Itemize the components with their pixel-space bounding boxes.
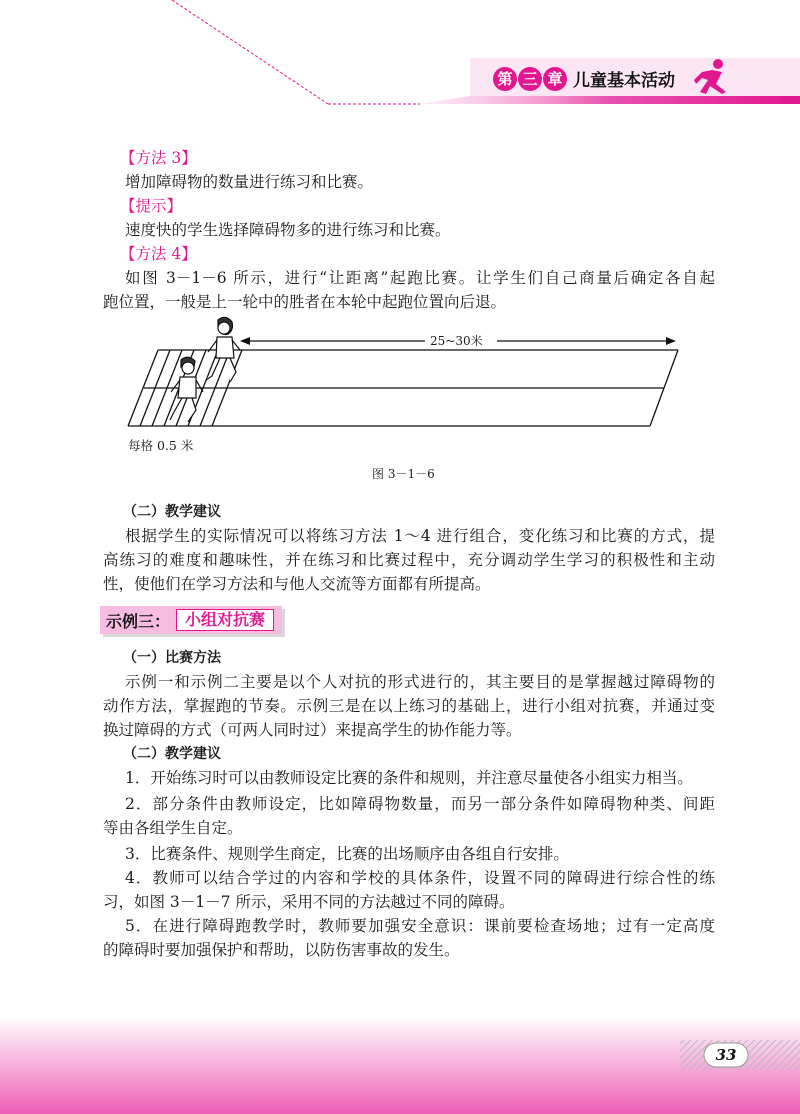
- tip-text: 速度快的学生选择障碍物多的进行练习和比赛。: [125, 221, 451, 239]
- method4-line2: 跑位置，一般是上一轮中的胜者在本轮中起跑位置向后退。: [103, 293, 507, 311]
- ts2-item2-line1: 2．部分条件由教师设定，比如障碍物数量，而另一部分条件如障碍物种类、间距: [125, 795, 715, 813]
- chapter-title: 儿童基本活动: [573, 71, 675, 91]
- distance-label: 25~30米: [430, 334, 483, 348]
- ts2-item3: 3．比赛条件、规则学生商定，比赛的出场顺序由各组自行安排。: [125, 845, 569, 863]
- teaching-suggestion-2-heading: （二）教学建议: [123, 746, 221, 762]
- chapter-char-1: 第: [493, 67, 517, 91]
- tip-label: 【提示】: [120, 197, 183, 215]
- example3-banner: [100, 606, 282, 634]
- ts2-item4-line2: 习，如图 3－1－7 所示，采用不同的方法越过不同的障碍。: [103, 893, 515, 911]
- chapter-char-2: 三: [518, 67, 542, 91]
- figure-caption: 图 3－1－6: [372, 467, 435, 481]
- grid-spacing-label: 每格 0.5 米: [128, 438, 194, 453]
- method4-label: 【方法 4】: [120, 245, 197, 263]
- ts2-item2-line2: 等由各组学生自定。: [103, 819, 243, 837]
- ts1-line3: 性，使他们在学习方法和与他人交流等方面都有所提高。: [103, 575, 491, 593]
- page-number: 33: [715, 1046, 737, 1064]
- example3-prefix: 示例三：: [106, 611, 171, 631]
- ts2-item1: 1．开始练习时可以由教师设定比赛的条件和规则，并注意尽量使各小组实力相当。: [125, 769, 693, 787]
- ts1-line1: 根据学生的实际情况可以将练习方法 1～4 进行组合，变化练习和比赛的方式，提: [125, 527, 715, 545]
- method3-label: 【方法 3】: [120, 149, 197, 167]
- ts2-item5-line2: 的障碍时要加强保护和帮助，以防伤害事故的发生。: [103, 941, 460, 959]
- example3-title: 小组对抗赛: [176, 609, 274, 631]
- cm-line1: 示例一和示例二主要是以个人对抗的形式进行的，其主要目的是掌握越过障碍物的: [125, 673, 715, 691]
- chapter-char-3: 章: [543, 67, 567, 91]
- teaching-suggestion-1-heading: （二）教学建议: [123, 504, 221, 520]
- competition-method-heading: （一）比赛方法: [123, 650, 221, 666]
- ts2-item4-line1: 4．教师可以结合学过的内容和学校的具体条件，设置不同的障碍进行综合性的练: [125, 869, 715, 887]
- method4-line1: 如图 3－1－6 所示，进行“让距离”起跑比赛。让学生们自己商量后确定各自起: [125, 269, 715, 287]
- method3-text: 增加障碍物的数量进行练习和比赛。: [125, 173, 374, 191]
- ts2-item5-line1: 5．在进行障碍跑教学时，教师要加强安全意识：课前要检查场地；过有一定高度: [125, 917, 715, 935]
- cm-line3: 换过障碍的方式（可两人同时过）来提高学生的协作能力等。: [103, 721, 522, 739]
- ts1-line2: 高练习的难度和趣味性，并在练习和比赛过程中，充分调动学生学习的积极性和主动: [103, 551, 715, 569]
- running-track-figure: [0, 0, 800, 470]
- cm-line2: 动作方法，掌握跑的节奏。示例三是在以上练习的基础上，进行小组对抗赛，并通过变: [103, 697, 715, 715]
- footer-decoration: [0, 1016, 800, 1114]
